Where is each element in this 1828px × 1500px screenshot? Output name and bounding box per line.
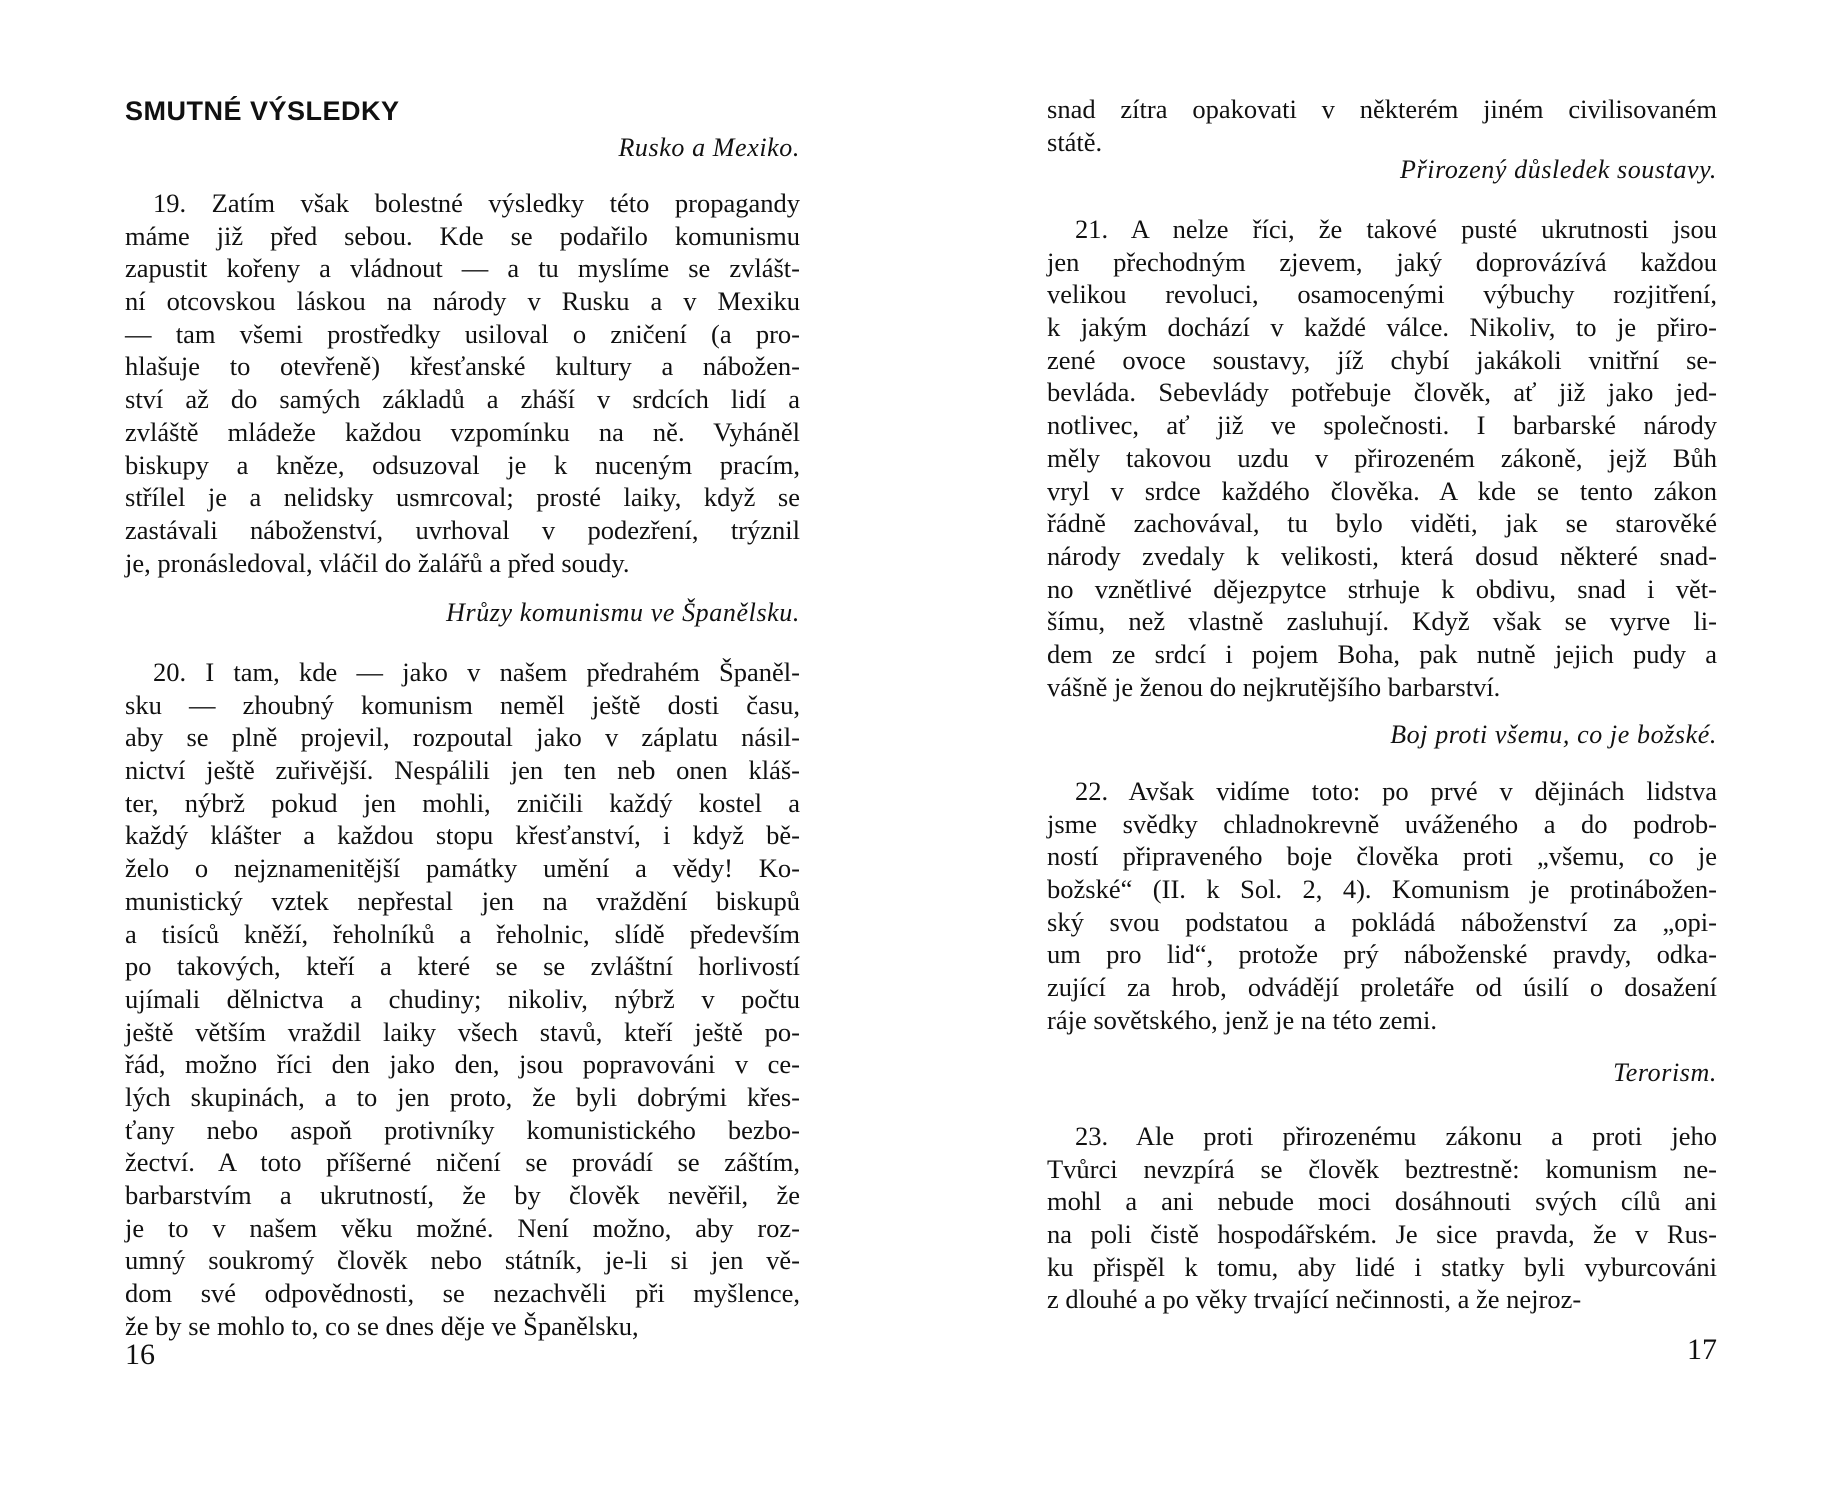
section-subheading-dusledek: Přirozený důsledek soustavy. (1400, 155, 1717, 184)
chapter-heading: SMUTNÉ VÝSLEDKY (125, 96, 400, 126)
text-line: dom své odpovědnosti, se nezachvěli při myšlence, (125, 1278, 800, 1309)
text-line: ní otcovskou láskou na národy v Rusku a v Mexiku (125, 286, 800, 317)
text-line: ještě větším vraždil laiky všech stavů, kteří ještě po- (125, 1016, 800, 1047)
paragraph-19 (125, 187, 800, 579)
page-number-left: 16 (125, 1338, 155, 1371)
text-line: 22. Avšak vidíme toto: po prvé v dějinách lidstva (1075, 776, 1717, 806)
text-line: 20. I tam, kde — jako v našem předrahém Španěl- (153, 657, 800, 687)
text-line: zvláště mládeže každou vzpomínku na ně. Vyháněl (125, 416, 800, 447)
section-subheading-rusko: Rusko a Mexiko. (618, 133, 800, 162)
text-line: sku — zhoubný komunism neměl ještě dosti času, (125, 689, 800, 720)
text-line: máme již před sebou. Kde se podařilo komunismu (125, 220, 800, 251)
text-line: dem ze srdcí i pojem Boha, pak nutně jejich pudy a (1047, 638, 1717, 669)
text-line: národy zvedaly k velikosti, která dosud některé snad- (1047, 540, 1717, 571)
text-line: no vznětlivé dějezpytce strhuje k obdivu, snad i vět- (1047, 573, 1717, 604)
text-line: ství až do samých základů a zháší v srdcích lidí a (125, 384, 800, 415)
text-line: vryl v srdce každého člověka. A kde se tento zákon (1047, 475, 1717, 506)
text-line: z dlouhé a po věky trvající nečinnosti, a že nejroz- (1047, 1284, 1582, 1315)
text-line: snad zítra opakovati v některém jiném civilisovaném (1047, 94, 1717, 124)
text-line: notlivec, ať již ve společnosti. I barbarské národy (1047, 410, 1717, 441)
text-line: biskupy a kněze, odsuzoval je k nuceným pracím, (125, 449, 800, 480)
text-line: měly takovou uzdu v přirozeném zákoně, jejž Bůh (1047, 442, 1717, 473)
text-line: je, pronásledoval, vláčil do žalářů a před soudy. (125, 547, 630, 578)
text-line: velikou revoluci, osamocenými výbuchy rozjitření, (1047, 279, 1717, 310)
text-line: zapustit kořeny a vládnout — a tu myslíme se zvlášt- (125, 253, 800, 284)
text-line: ťany nebo aspoň protivníky komunistického bezbo- (125, 1114, 800, 1145)
text-line: aby se plně projevil, rozpoutal jako v záplatu násil- (125, 722, 800, 753)
text-line: zující za hrob, odvádějí proletáře od úsilí o dosažení (1047, 972, 1717, 1003)
paragraph-21 (1047, 213, 1717, 703)
text-line: že by se mohlo to, co se dnes děje ve Španělsku, (125, 1310, 639, 1341)
text-line: řádně zachovával, tu bylo viděti, jak se starověké (1047, 508, 1717, 539)
text-line: 19. Zatím však bolestné výsledky této propagandy (153, 188, 800, 218)
paragraph-20 (125, 656, 800, 1342)
text-line: zené ovoce soustavy, jíž chybí jakákoli vnitřní se- (1047, 344, 1717, 375)
text-line: ráje sovětského, jenž je na této zemi. (1047, 1004, 1437, 1035)
continuation-text (1047, 93, 1717, 158)
text-line: želo o nejznamenitější památky umění a vědy! Ko- (125, 853, 800, 884)
text-line: k jakým dochází v každé válce. Nikoliv, to je přiro- (1047, 312, 1717, 343)
text-line: mohl a ani nebude moci dosáhnouti svých cílů ani (1047, 1186, 1717, 1217)
text-line: božské“ (II. k Sol. 2, 4). Komunism je protinábožen- (1047, 874, 1717, 905)
paragraph-22 (1047, 775, 1717, 1037)
text-line: střílel je a nelidsky usmrcoval; prosté laiky, když se (125, 482, 800, 513)
text-line: lých skupinách, a to jen proto, že byli dobrými křes- (125, 1081, 800, 1112)
text-line: řád, možno říci den jako den, jsou popravováni v ce- (125, 1049, 800, 1080)
text-line: ku přispěl k tomu, aby lidé i statky byli vyburcováni (1047, 1251, 1717, 1282)
text-line: státě. (1047, 126, 1103, 157)
text-line: 21. A nelze říci, že takové pusté ukrutnosti jsou (1075, 214, 1717, 244)
text-line: je to v našem věku možné. Není možno, aby roz- (125, 1212, 800, 1243)
section-subheading-spanelsko: Hrůzy komunismu ve Španělsku. (446, 598, 800, 627)
text-line: žectví. A toto příšerné ničení se provádí se záštím, (125, 1147, 800, 1178)
text-line: ský svou podstatou a pokládá náboženství za „opi- (1047, 906, 1717, 937)
text-line: jen přechodným zjevem, jaký doprovázívá každou (1047, 246, 1717, 277)
text-line: na poli čistě hospodářském. Je sice pravda, že v Rus- (1047, 1219, 1717, 1250)
text-line: umný soukromý člověk nebo státník, je-li si jen vě- (125, 1245, 800, 1276)
section-subheading-boj: Boj proti všemu, co je božské. (1390, 720, 1717, 749)
text-line: barbarstvím a ukrutností, že by člověk nevěřil, že (125, 1180, 800, 1210)
text-line: a tisíců kněží, řeholníků a řeholnic, slídě především (125, 918, 800, 949)
text-line: šímu, než vlastně zasluhují. Když však se vyrve li- (1047, 606, 1717, 637)
text-line: ter, nýbrž pokud jen mohli, zničili každý kostel a (125, 787, 800, 818)
text-line: Tvůrci nevzpírá se člověk beztrestně: komunism ne- (1047, 1153, 1717, 1184)
text-line: každý klášter a každou stopu křesťanství, i když bě- (125, 820, 800, 851)
text-line: nictví ještě zuřivější. Nespálili jen ten neb onen kláš- (125, 755, 800, 786)
text-line: jsme svědky chladnokrevně uváženého a do podrob- (1047, 808, 1717, 839)
text-line: — tam všemi prostředky usiloval o zničení (a pro- (125, 318, 800, 349)
text-line: hlašuje to otevřeně) křesťanské kultury a nábožen- (125, 351, 800, 382)
text-line: um pro lid“, protože prý náboženské pravdy, odka- (1047, 939, 1717, 970)
text-line: ností připraveného boje člověka proti „všemu, co je (1047, 841, 1717, 872)
text-line: vášně je ženou do nejkrutějšího barbarství. (1047, 671, 1501, 702)
text-line: 23. Ale proti přirozenému zákonu a proti jeho (1075, 1121, 1717, 1151)
text-line: munistický vztek nepřestal jen na vraždění biskupů (125, 885, 800, 916)
text-line: bevláda. Sebevlády potřebuje člověk, ať již jako jed- (1047, 377, 1717, 408)
paragraph-23 (1047, 1120, 1717, 1316)
text-line: po takových, kteří a které se se zvláštní horlivostí (125, 951, 800, 982)
section-subheading-terorism: Terorism. (1613, 1058, 1717, 1087)
text-line: ujímali dělnictva a chudiny; nikoliv, nýbrž v počtu (125, 983, 800, 1014)
page-number-right: 17 (1687, 1333, 1717, 1366)
text-line: zastávali náboženství, uvrhoval v podezření, trýznil (125, 514, 800, 545)
